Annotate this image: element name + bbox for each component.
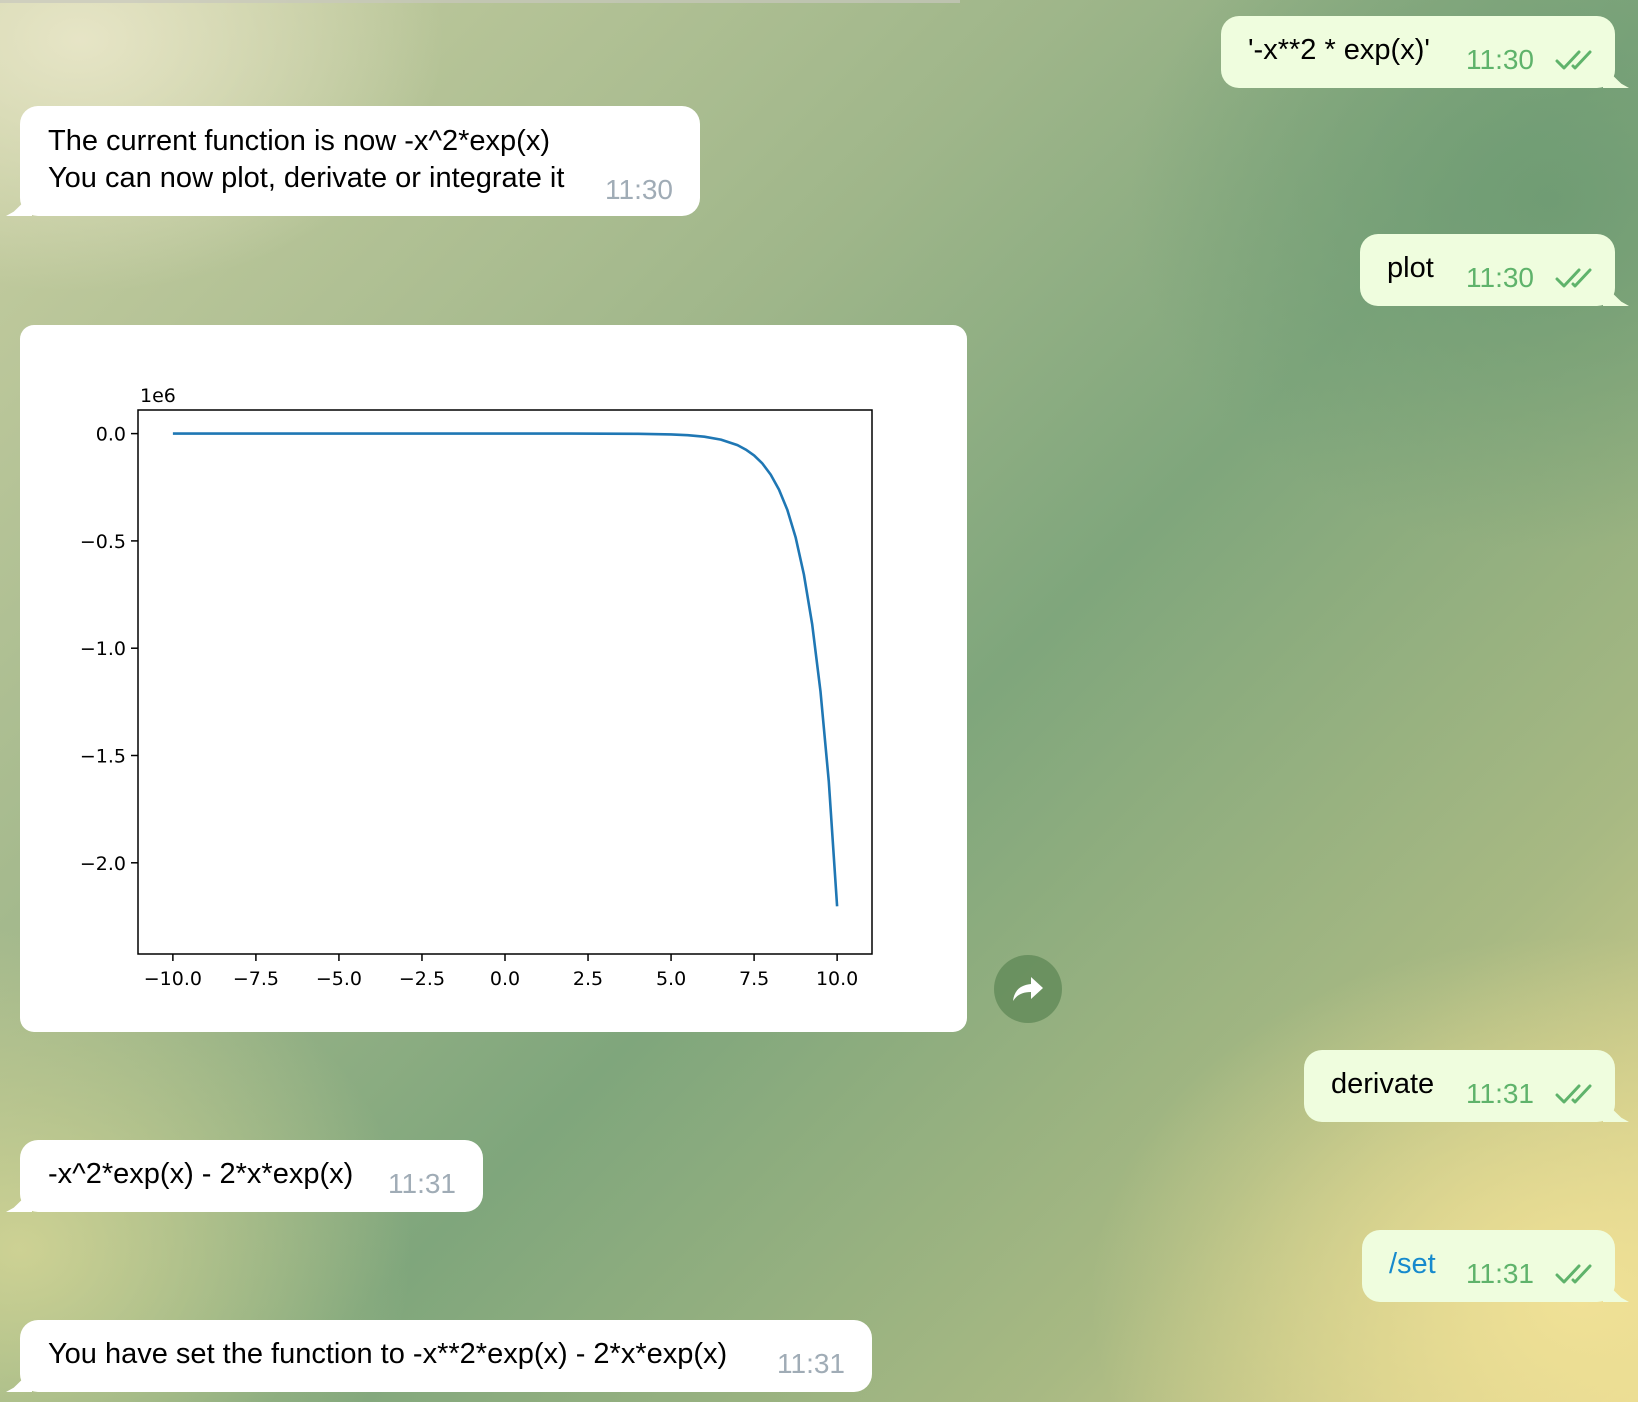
x-tick-label: −2.5 xyxy=(398,968,446,990)
x-tick-label: 2.5 xyxy=(572,968,604,990)
message-time: 11:30 xyxy=(605,174,673,205)
y-tick-label: −0.5 xyxy=(79,530,126,553)
message-text: You have set the function to -x**2*exp(x) - 2*x*exp(x) xyxy=(48,1338,728,1370)
message-text-line2: You can now plot, derivate or integrate it xyxy=(48,162,565,194)
set-command-link[interactable]: /set xyxy=(1389,1248,1436,1280)
y-tick-label: −1.0 xyxy=(79,638,126,661)
plot-image-message[interactable] xyxy=(20,325,967,1032)
y-tick-label: 0.0 xyxy=(95,423,126,446)
message-time: 11:31 xyxy=(777,1348,845,1379)
x-tick-label: −5.0 xyxy=(315,968,363,990)
message-text: '-x**2 * exp(x)' xyxy=(1248,34,1430,66)
double-check-icon xyxy=(1555,48,1599,72)
series-line xyxy=(173,434,837,907)
message-text-line1: The current function is now -x^2*exp(x) xyxy=(48,125,550,157)
x-tick-label: 7.5 xyxy=(738,968,770,990)
message-time: 11:30 xyxy=(1466,44,1534,75)
share-button[interactable] xyxy=(994,955,1062,1023)
message-out-plot[interactable] xyxy=(1360,234,1615,306)
message-time: 11:31 xyxy=(1466,1258,1534,1289)
x-tick-label: 0.0 xyxy=(489,968,521,990)
x-tick-label: −10.0 xyxy=(143,968,202,990)
x-tick-label: −7.5 xyxy=(232,968,279,990)
message-time: 11:31 xyxy=(1466,1078,1534,1109)
message-text: -x^2*exp(x) - 2*x*exp(x) xyxy=(48,1158,354,1190)
message-in-set-confirmation[interactable] xyxy=(20,1320,872,1392)
double-check-icon xyxy=(1555,266,1599,290)
message-time: 11:31 xyxy=(388,1168,456,1199)
message-out-function[interactable] xyxy=(1221,16,1615,88)
message-out-derivate[interactable] xyxy=(1304,1050,1615,1122)
message-text: derivate xyxy=(1331,1068,1435,1100)
top-divider xyxy=(0,0,960,3)
x-tick-label: 10.0 xyxy=(815,968,859,990)
y-tick-label: −1.5 xyxy=(79,745,126,768)
x-tick-label: 5.0 xyxy=(655,968,687,990)
message-time: 11:30 xyxy=(1466,262,1534,293)
double-check-icon xyxy=(1555,1262,1599,1286)
function-plot xyxy=(20,325,967,1032)
y-offset-label: 1e6 xyxy=(140,385,176,407)
message-text: plot xyxy=(1387,252,1434,284)
share-arrow-icon xyxy=(1011,974,1045,1004)
message-in-derivative-result[interactable] xyxy=(20,1140,483,1212)
message-out-set-command[interactable] xyxy=(1362,1230,1615,1302)
double-check-icon xyxy=(1555,1082,1599,1106)
plot-frame xyxy=(138,410,872,954)
message-in-current-function[interactable] xyxy=(20,106,700,216)
y-tick-label: −2.0 xyxy=(79,852,126,875)
